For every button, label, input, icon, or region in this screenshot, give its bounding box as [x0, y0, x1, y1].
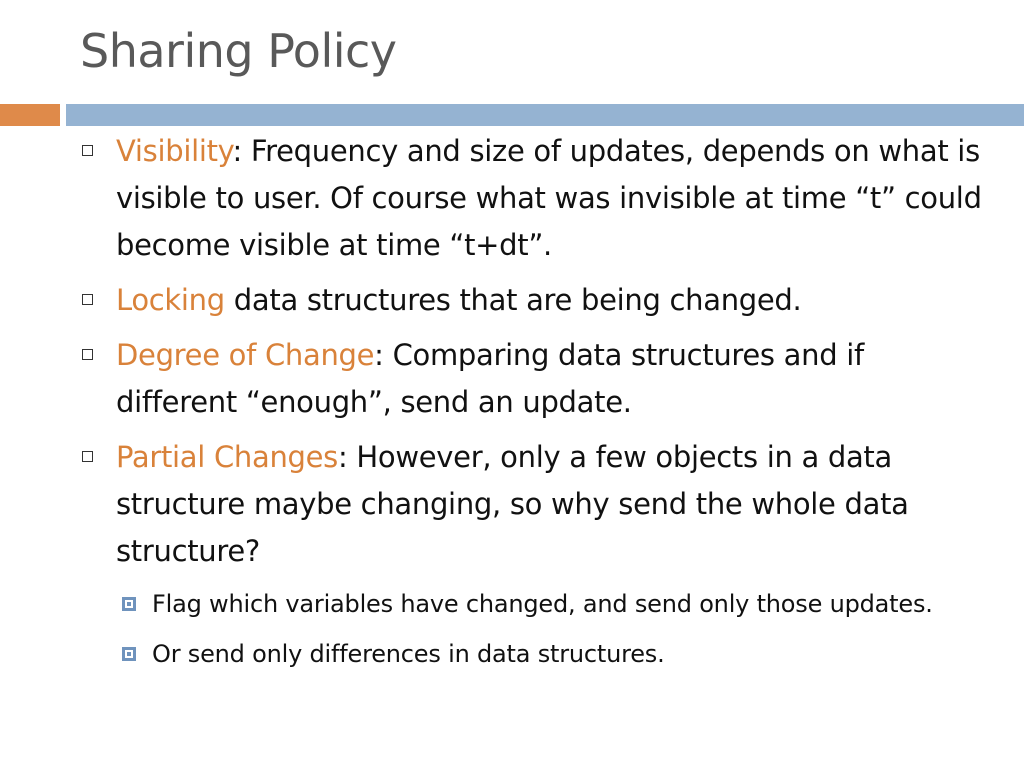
slide-title: Sharing Policy [80, 24, 397, 78]
bullet-visibility [82, 128, 982, 269]
bullet-separator: : [374, 338, 384, 372]
hollow-square-bullet-icon [82, 349, 93, 360]
bullet-text: data structures that are being changed. [224, 283, 802, 317]
sub-bullet-send-differences [82, 633, 982, 675]
bullet-text: However, only a few objects in a data structure maybe changing, so why send the whole data structure? [116, 440, 909, 568]
bullet-term: Degree of Change [116, 338, 375, 372]
filled-square-bullet-icon [122, 647, 136, 661]
title-rule-bar [66, 104, 1024, 126]
bullet-term: Visibility [116, 134, 233, 168]
bullet-partial-changes [82, 434, 982, 575]
bullet-text: Comparing data structures and if different “enough”, send an update. [116, 338, 864, 419]
bullet-term: Partial Changes [116, 440, 338, 474]
sub-bullet-flag-variables [82, 583, 982, 625]
hollow-square-bullet-icon [82, 294, 93, 305]
hollow-square-bullet-icon [82, 145, 93, 156]
filled-square-bullet-icon [122, 597, 136, 611]
bullet-degree-of-change [82, 332, 982, 426]
hollow-square-bullet-icon [82, 451, 93, 462]
slide-content [82, 128, 982, 683]
bullet-separator: : [338, 440, 348, 474]
bullet-term: Locking [116, 283, 225, 317]
bullet-locking [82, 277, 982, 324]
sub-bullet-text: Or send only differences in data structures. [152, 640, 665, 668]
bullet-separator: : [232, 134, 242, 168]
title-rule-accent [0, 104, 60, 126]
sub-bullet-text: Flag which variables have changed, and send only those updates. [152, 590, 933, 618]
bullet-text: Frequency and size of updates, depends on what is visible to user. Of course what was invisible at time “t” could become visible at time “t+dt”. [116, 134, 982, 262]
